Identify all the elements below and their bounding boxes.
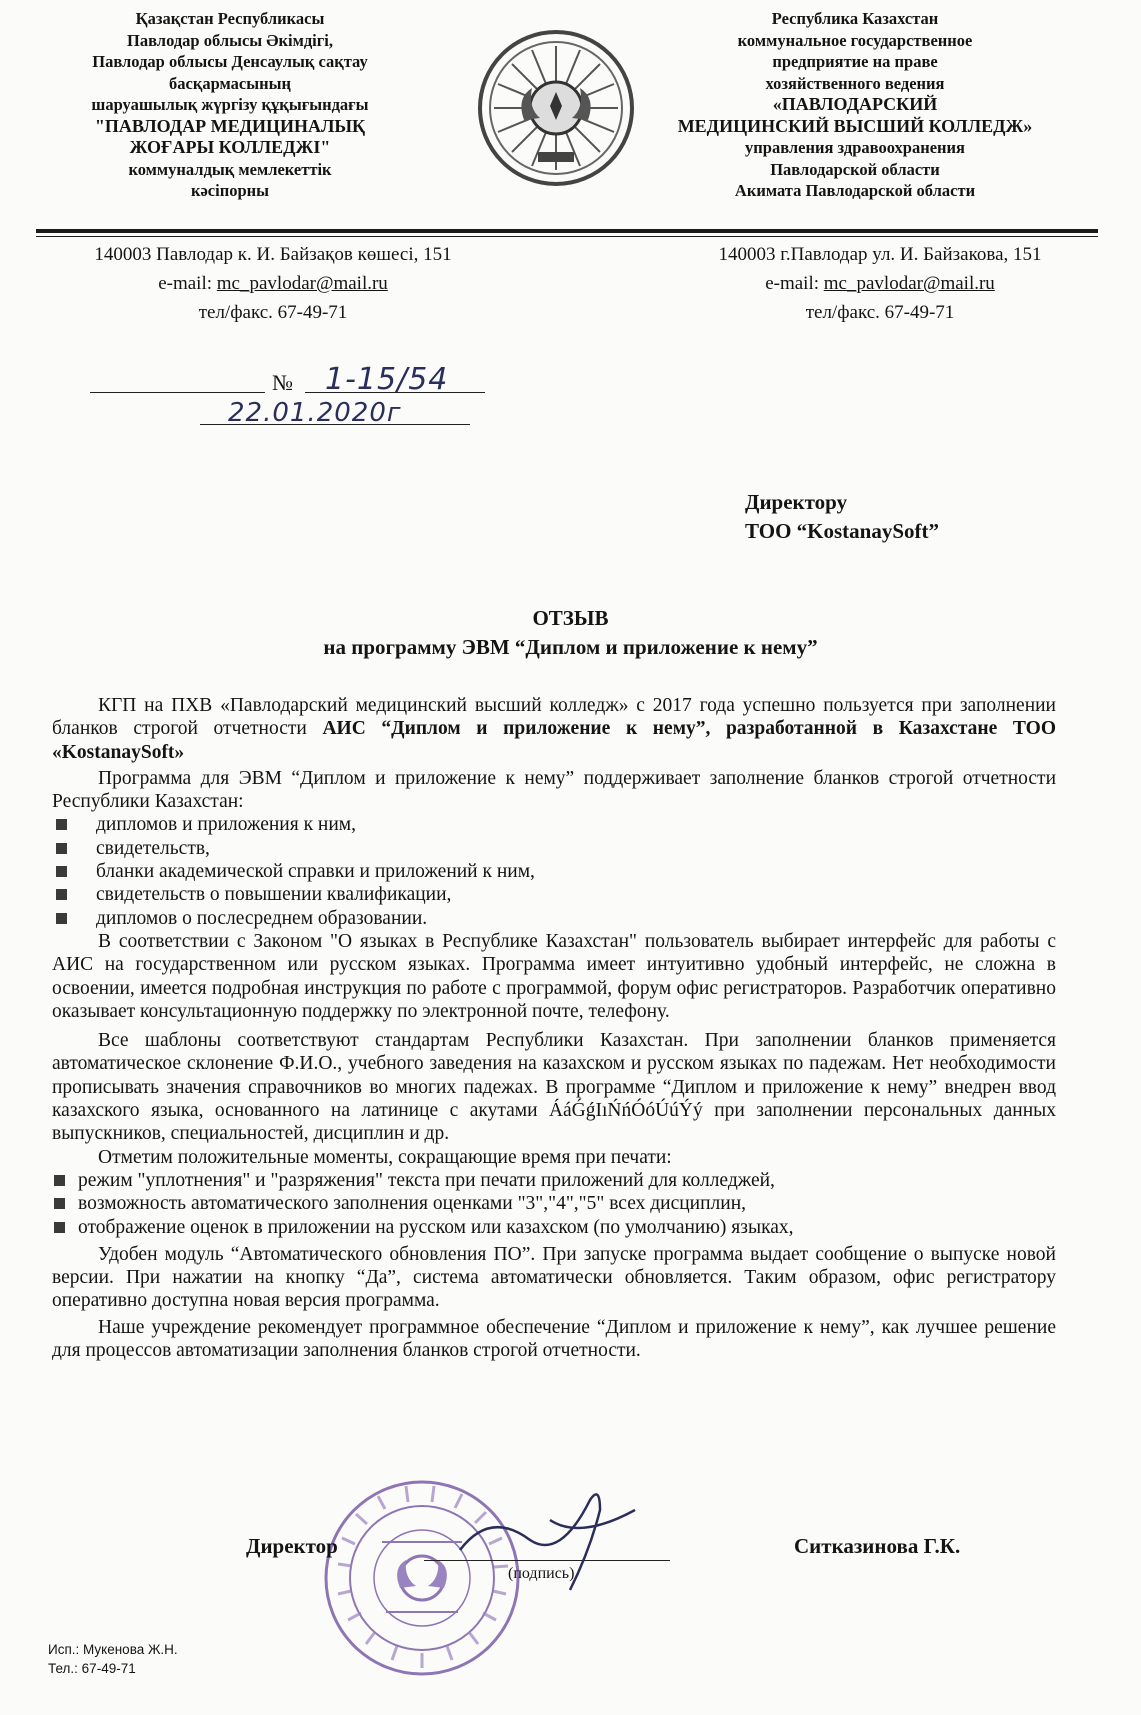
forms-list xyxy=(52,813,1056,929)
address-right-street: 140003 г.Павлодар ул. И. Байзакова, 151 xyxy=(718,244,1042,265)
list-item: режим "уплотнения" и "разряжения" текста при печати приложений для колледжей, xyxy=(52,1169,1056,1192)
address-right-phone: тел/факс. 67-49-71 xyxy=(805,302,955,323)
letterhead-right-line: управления здравоохранения xyxy=(745,138,965,157)
email-label: e-mail: xyxy=(158,273,217,294)
address-left-email xyxy=(48,269,498,298)
addressee xyxy=(745,488,939,546)
letterhead-right-line: Республика Казахстан xyxy=(771,9,939,28)
paragraph-1-text: КГП на ПХВ «Павлодарский медицинский высший колледж» с 2017 года успешно пользуется при заполнении бланков строгой отчетности xyxy=(52,695,1056,740)
letterhead-left-line: шаруашылық жүргізу құқығындағы xyxy=(91,95,369,114)
paragraph-5: Отметим положительные моменты, сокращающие время при печати: xyxy=(98,1146,672,1168)
list-item: дипломов о послесреднем образовании. xyxy=(52,907,1056,930)
address-left-phone: тел/факс. 67-49-71 xyxy=(198,302,348,323)
letterhead-left-line: кәсіпорны xyxy=(190,181,270,200)
letterhead-right-line: Павлодарской области xyxy=(770,159,940,179)
features-list xyxy=(52,1169,1056,1239)
address-right-email xyxy=(670,269,1090,298)
reg-number-handwritten: 1-15/54 xyxy=(325,362,449,397)
letterhead-rule-thin xyxy=(36,236,1098,237)
letterhead-right-line: Акимата Павлодарской области xyxy=(734,181,976,200)
paragraph-6: Удобен модуль “Автоматического обновления ПО”. При запуске программа выдает сообщение о выпуске новой версии. При нажатии на кнопку “Да”, система автоматически обновляется. Таким образом, офис регистратору оперативно доступна новая версия программа. xyxy=(52,1243,1056,1312)
address-right xyxy=(670,240,1090,327)
title-subject: на программу ЭВМ “Диплом и приложение к нему” xyxy=(323,635,818,659)
letterhead-right-line: МЕДИЦИНСКИЙ ВЫСШИЙ КОЛЛЕДЖ» xyxy=(677,115,1033,136)
letterhead-right-line: предприятие на праве xyxy=(772,52,938,71)
letterhead-right-line: коммунальное государственное xyxy=(737,30,973,50)
executor-name: Исп.: Мукенова Ж.Н. xyxy=(48,1642,178,1657)
paragraph-1-bold: АИС “Диплом и приложение к нему”, разработанной в Казахстане ТОО «KostanaySoft» xyxy=(52,718,1056,763)
addressee-company: ТОО “KostanaySoft” xyxy=(745,519,939,543)
list-item: возможность автоматического заполнения оценками "3","4","5" всех дисциплин, xyxy=(52,1192,1056,1215)
title-main: ОТЗЫВ xyxy=(532,606,609,630)
paragraph-3: В соответствии с Законом "О языках в Республике Казахстан" пользователь выбирает интерфейс для работы с АИС на государственном или русском языках. Программа имеет интуитивно удобный интерфейс, не сложна в освоении, имеется подробная инструкция по работе с программой, форум офис регистраторов. Разработчик оперативно оказывает консультационную поддержку по электронной почте, телефону. xyxy=(52,930,1056,1022)
letterhead-left-line: Павлодар облысы Әкімдігі, xyxy=(127,30,333,50)
reg-number-sign: № xyxy=(272,370,293,395)
letterhead-left xyxy=(40,8,420,202)
executor-phone: Тел.: 67-49-71 xyxy=(48,1661,136,1676)
paragraph-1 xyxy=(52,694,1056,764)
address-left xyxy=(48,240,498,327)
signatory-name: Ситказинова Г.К. xyxy=(794,1534,961,1558)
list-item: дипломов и приложения к ним, xyxy=(52,813,1056,836)
reg-date-handwritten: 22.01.2020г xyxy=(228,398,402,428)
letterhead-left-line: Қазақстан Республикасы xyxy=(135,9,325,28)
document-title xyxy=(0,604,1141,662)
letterhead-left-line: "ПАВЛОДАР МЕДИЦИНАЛЫҚ xyxy=(94,115,366,136)
letterhead-left-line: Павлодар облысы Денсаулық сақтау xyxy=(92,52,368,71)
email-link[interactable]: mc_pavlodar@mail.ru xyxy=(823,273,995,294)
addressee-title: Директору xyxy=(745,490,848,514)
letterhead-right-line: «ПАВЛОДАРСКИЙ xyxy=(772,94,938,114)
list-item: бланки академической справки и приложений к ним, xyxy=(52,860,1056,883)
email-label: e-mail: xyxy=(765,273,824,294)
address-left-street: 140003 Павлодар к. И. Байзақов көшесі, 151 xyxy=(94,244,452,265)
letterhead-left-line: басқармасының xyxy=(169,73,291,93)
list-item: свидетельств, xyxy=(52,837,1056,860)
list-item: свидетельств о повышении квалификации, xyxy=(52,883,1056,906)
letterhead-right xyxy=(660,8,1050,202)
paragraph-4: Все шаблоны соответствуют стандартам Республики Казахстан. При заполнении бланков применяется автоматическое склонение Ф.И.О., учебного заведения на казахском и русском языках по падежам. Нет необходимости прописывать значения справочников во многих падежах. В программе “Диплом и приложение к нему” внедрен ввод казахского языка, основанного на латинице с акутами ÁáǴǵIıŃńÓóÚúÝý при заполнении персональных данных выпускников, специальностей, дисциплин и др. xyxy=(52,1030,1056,1145)
list-item: отображение оценок в приложении на русском или казахском (по умолчанию) языках, xyxy=(52,1216,1056,1239)
signature-position: Директор xyxy=(246,1534,338,1558)
state-emblem-icon xyxy=(476,28,636,188)
letterhead-left-line: ЖОҒАРЫ КОЛЛЕДЖІ" xyxy=(129,137,331,157)
letterhead-left-line: коммуналдық мемлекеттік xyxy=(128,159,332,179)
executor-info xyxy=(48,1640,178,1678)
letter-body xyxy=(52,694,1056,1362)
letterhead-right-line: хозяйственного ведения xyxy=(765,73,945,93)
paragraph-7: Наше учреждение рекомендует программное обеспечение “Диплом и приложение к нему”, как лучшее решение для процессов автоматизации заполнения бланков строгой отчетности. xyxy=(52,1316,1056,1362)
reg-blank-line xyxy=(90,392,265,393)
paragraph-2: Программа для ЭВМ “Диплом и приложение к нему” поддерживает заполнение бланков строгой отчетности Республики Казахстан: xyxy=(52,767,1056,813)
signature-caption: (подпись) xyxy=(508,1565,575,1582)
letterhead-rule xyxy=(36,229,1098,233)
email-link[interactable]: mc_pavlodar@mail.ru xyxy=(216,273,388,294)
